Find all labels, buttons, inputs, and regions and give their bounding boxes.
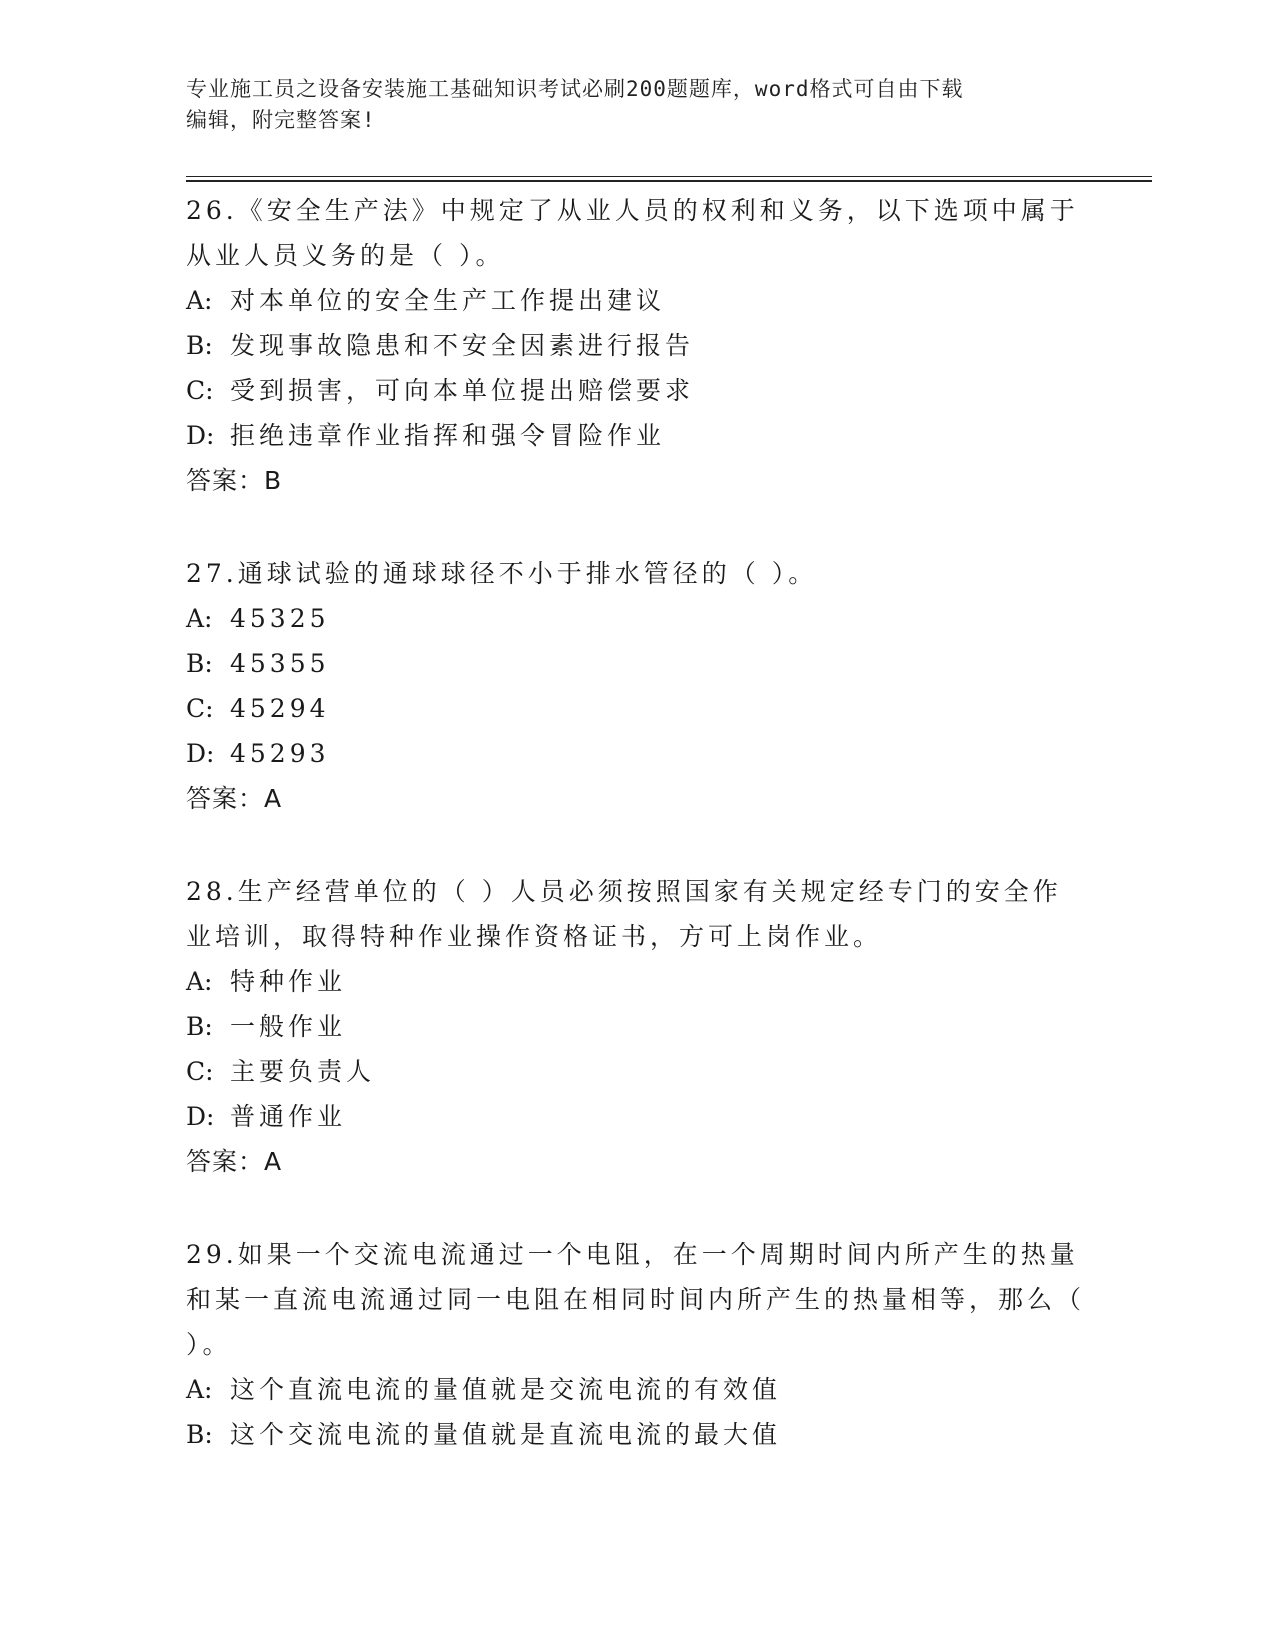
question-block-26 bbox=[186, 188, 1086, 503]
option-letter: D: bbox=[186, 739, 215, 768]
option-letter: C: bbox=[186, 1057, 214, 1086]
option-letter: B: bbox=[186, 1420, 213, 1449]
question-block-28 bbox=[186, 869, 1086, 1184]
option-text: 对本单位的安全生产工作提出建议 bbox=[230, 286, 666, 315]
option-d bbox=[186, 1094, 1086, 1139]
option-letter: C: bbox=[186, 694, 214, 723]
header-line-1: 专业施工员之设备安装施工基础知识考试必刷200题题库，word格式可自由下载 bbox=[186, 77, 964, 101]
option-a bbox=[186, 278, 1086, 323]
option-text: 45325 bbox=[230, 604, 330, 633]
option-a bbox=[186, 1367, 1086, 1412]
question-stem: 29.如果一个交流电流通过一个电阻，在一个周期时间内所产生的热量和某一直流电流通过同一电阻在相同时间内所产生的热量相等，那么（ ）。 bbox=[186, 1240, 1086, 1359]
option-b bbox=[186, 641, 1086, 686]
option-b bbox=[186, 1004, 1086, 1049]
option-text: 这个直流电流的量值就是交流电流的有效值 bbox=[230, 1375, 782, 1404]
option-text: 一般作业 bbox=[230, 1012, 347, 1041]
option-text: 45355 bbox=[230, 649, 330, 678]
option-text: 主要负责人 bbox=[230, 1057, 376, 1086]
question-block-29 bbox=[186, 1232, 1086, 1457]
option-a bbox=[186, 959, 1086, 1004]
option-b bbox=[186, 1412, 1086, 1457]
option-text: 45293 bbox=[230, 739, 330, 768]
question-stem: 26.《安全生产法》中规定了从业人员的权利和义务，以下选项中属于从业人员义务的是（ ）。 bbox=[186, 196, 1079, 270]
option-text: 受到损害，可向本单位提出赔偿要求 bbox=[230, 376, 695, 405]
question-stem: 27.通球试验的通球球径不小于排水管径的（ ）。 bbox=[186, 559, 818, 588]
option-letter: A: bbox=[186, 1375, 213, 1404]
document-header bbox=[186, 74, 1066, 136]
option-letter: B: bbox=[186, 649, 213, 678]
answer-line: 答案：A bbox=[186, 1147, 283, 1176]
option-text: 特种作业 bbox=[230, 967, 347, 996]
option-text: 普通作业 bbox=[230, 1102, 347, 1131]
option-b bbox=[186, 323, 1086, 368]
option-letter: A: bbox=[186, 967, 213, 996]
option-c bbox=[186, 1049, 1086, 1094]
question-block-27 bbox=[186, 551, 1086, 821]
option-text: 这个交流电流的量值就是直流电流的最大值 bbox=[230, 1420, 782, 1449]
option-letter: D: bbox=[186, 421, 215, 450]
option-letter: B: bbox=[186, 331, 213, 360]
option-d bbox=[186, 731, 1086, 776]
option-text: 拒绝违章作业指挥和强令冒险作业 bbox=[230, 421, 666, 450]
option-d bbox=[186, 413, 1086, 458]
header-divider-thick bbox=[186, 180, 1152, 182]
option-letter: C: bbox=[186, 376, 214, 405]
option-text: 45294 bbox=[230, 694, 330, 723]
option-letter: B: bbox=[186, 1012, 213, 1041]
question-stem: 28.生产经营单位的（ ）人员必须按照国家有关规定经专门的安全作业培训，取得特种作业操作资格证书，方可上岗作业。 bbox=[186, 877, 1062, 951]
answer-line: 答案：A bbox=[186, 784, 283, 813]
option-a bbox=[186, 596, 1086, 641]
option-c bbox=[186, 368, 1086, 413]
header-line-2: 编辑，附完整答案! bbox=[186, 108, 376, 132]
option-letter: A: bbox=[186, 604, 213, 633]
header-divider-thin bbox=[186, 176, 1152, 177]
option-letter: D: bbox=[186, 1102, 215, 1131]
answer-line: 答案：B bbox=[186, 466, 283, 495]
question-list bbox=[186, 188, 1086, 1457]
option-c bbox=[186, 686, 1086, 731]
option-letter: A: bbox=[186, 286, 213, 315]
option-text: 发现事故隐患和不安全因素进行报告 bbox=[230, 331, 695, 360]
